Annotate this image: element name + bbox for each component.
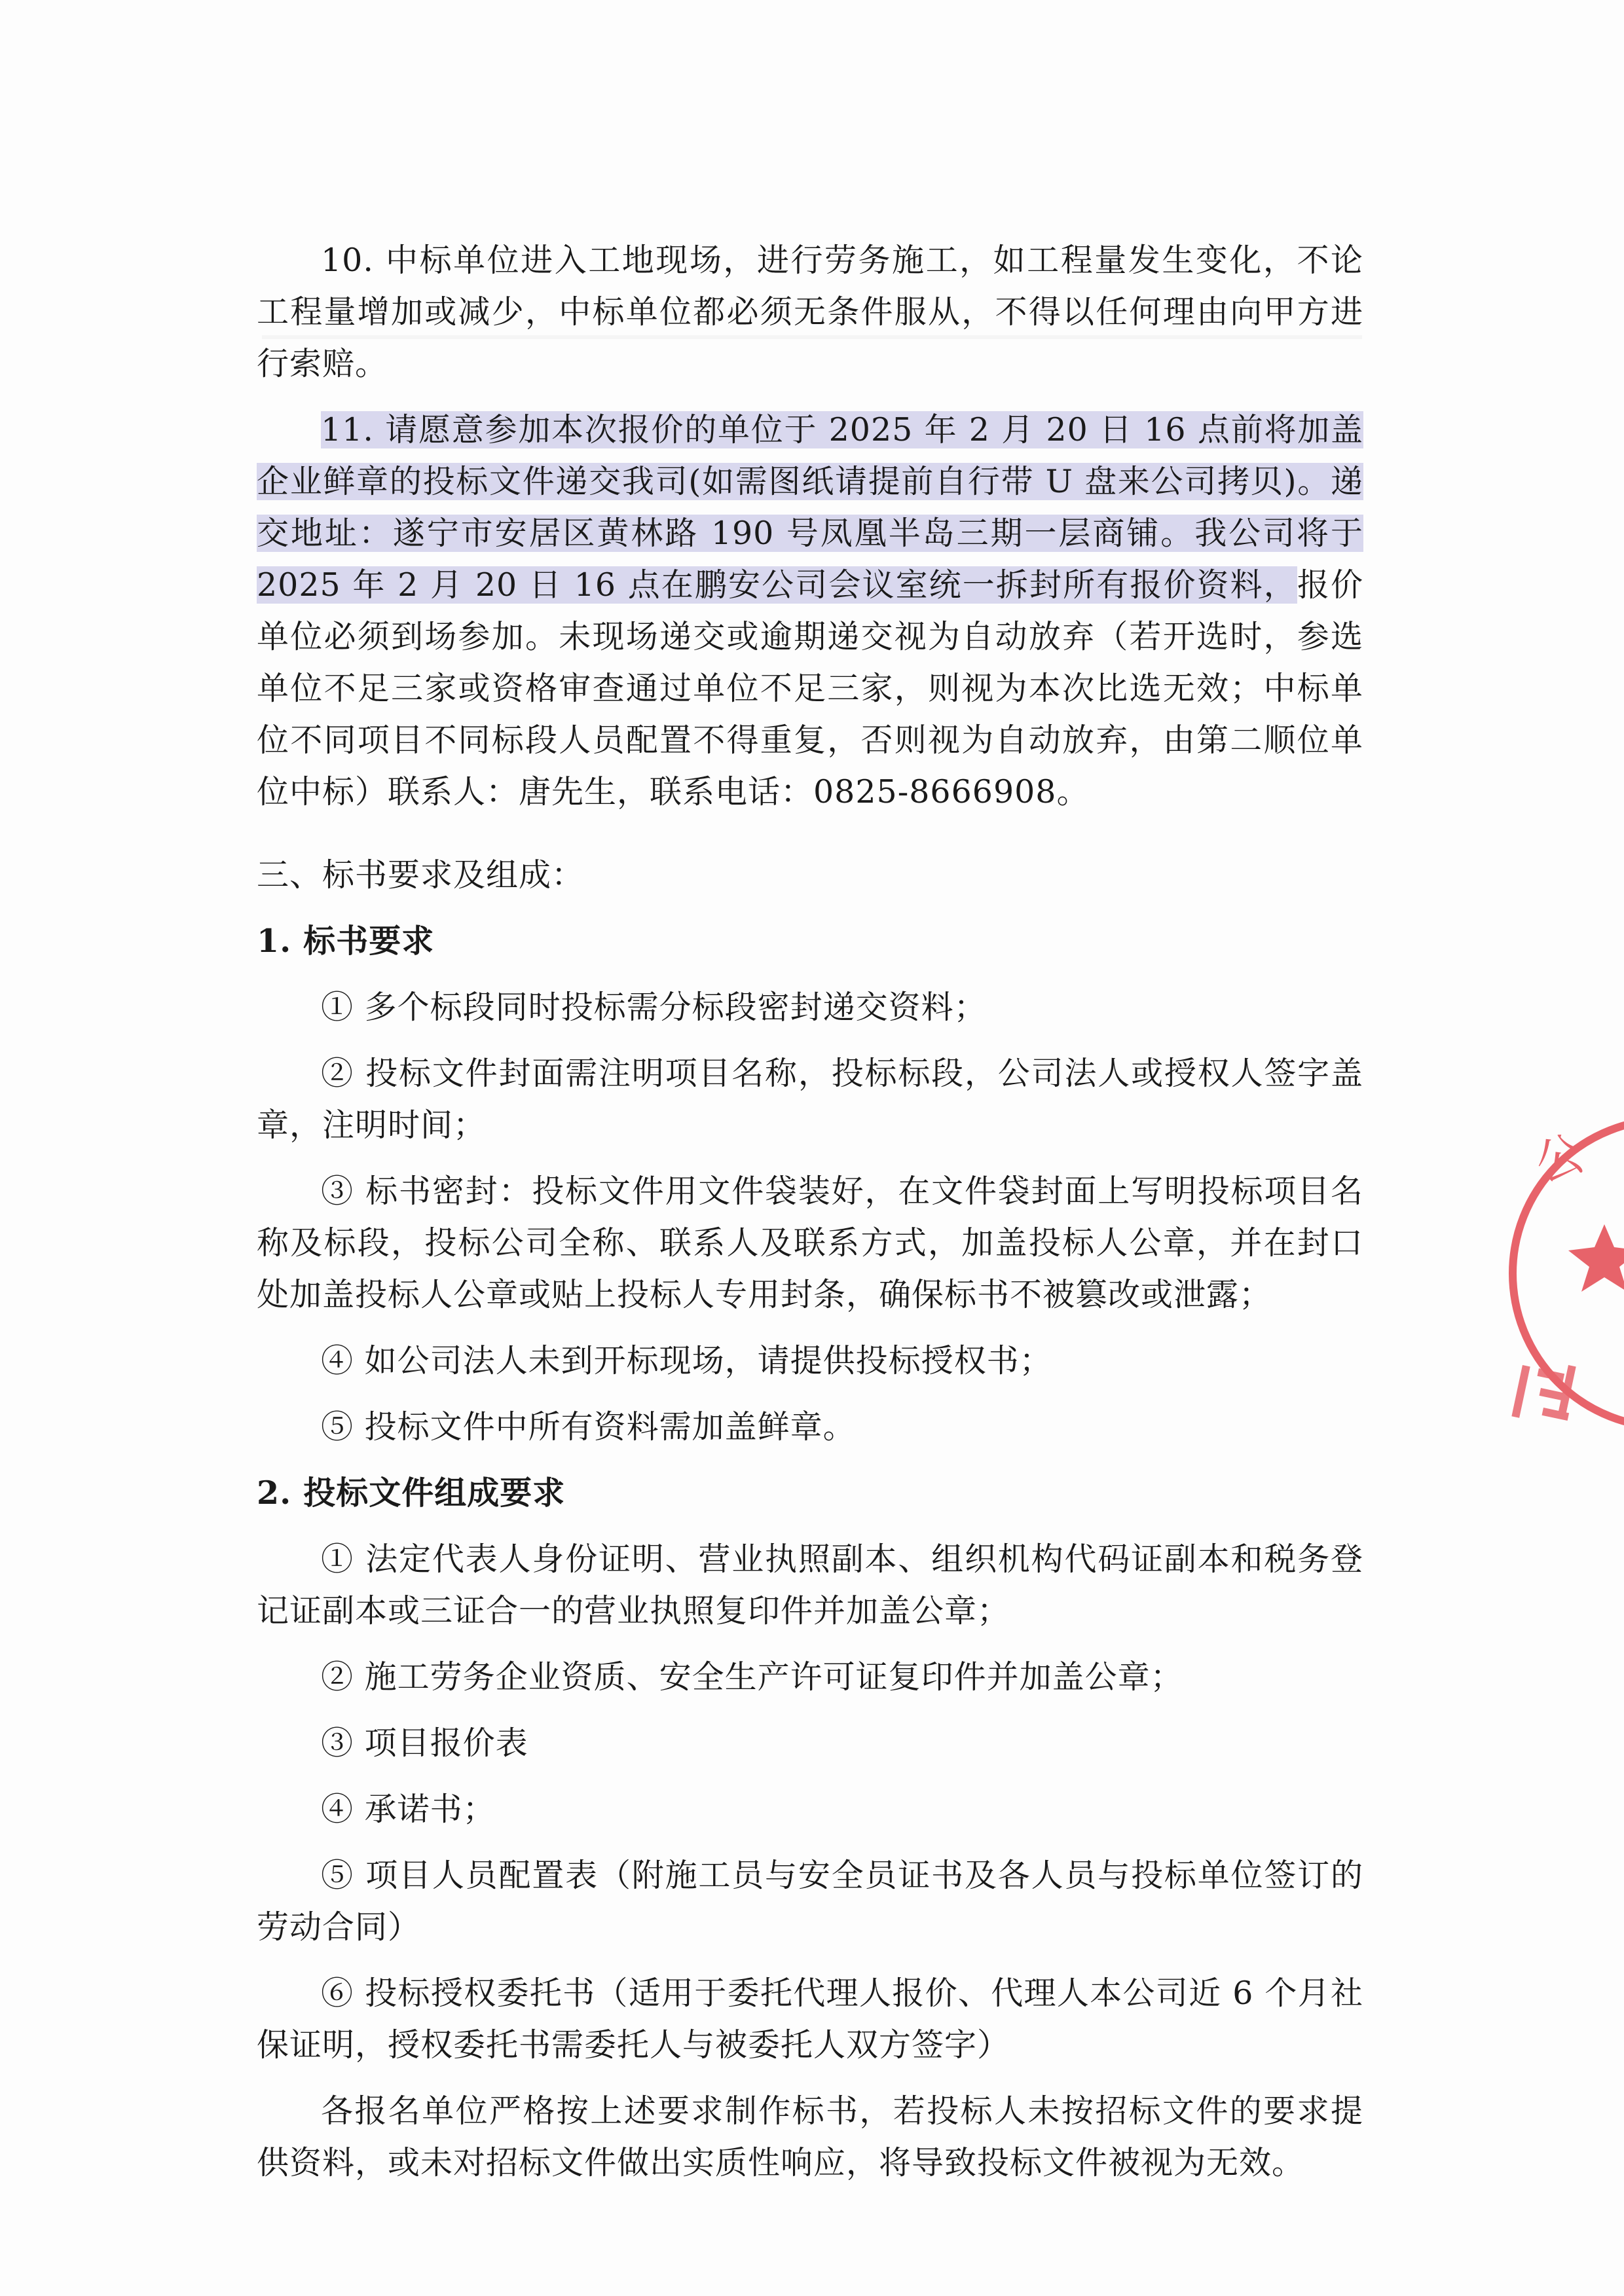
paragraph-10: 10. 中标单位进入工地现场，进行劳务施工，如工程量发生变化，不论工程量增加或减少，中标单位都必须无条件服从，不得以任何理由向甲方进行索赔。 [257, 242, 1363, 382]
list-item: ④ 承诺书； [321, 1791, 496, 1828]
seal-bottom-glyph-icon [1511, 1365, 1576, 1421]
list-item: ④ 如公司法人未到开标现场，请提供投标授权书； [321, 1342, 1052, 1379]
paragraph-11 [257, 404, 1363, 818]
list-item: ⑤ 项目人员配置表（附施工员与安全员证书及各人员与投标单位签订的劳动合同） [257, 1857, 1363, 1946]
list-item: ② 施工劳务企业资质、安全生产许可证复印件并加盖公章； [321, 1658, 1183, 1696]
document-body [257, 234, 1363, 2189]
list-item: ⑥ 投标授权委托书（适用于委托代理人报价、代理人本公司近 6 个月社保证明，授权委托书需委托人与被委托人双方签字） [257, 1975, 1363, 2064]
subsection-2-title: 2. 投标文件组成要求 [257, 1474, 566, 1512]
list-item: ⑤ 投标文件中所有资料需加盖鲜章。 [321, 1408, 856, 1446]
list-item: ③ 项目报价表 [321, 1724, 528, 1762]
list-item: ③ 标书密封：投标文件用文件袋装好，在文件袋封面上写明投标项目名称及标段，投标公司全称、联系人及联系方式，加盖投标人公章，并在封口处加盖投标人公章或贴上投标人专用封条，确保标书不被篡改或泄露； [257, 1173, 1363, 1313]
highlighted-text: 11. 请愿意参加本次报价的单位于 2025 年 2 月 20 日 16 点前将加盖企业鲜章的投标文件递交我司(如需图纸请提前自行带 U 盘来公司拷贝)。递交地址：遂宁市安居区黄林路 190 号凤凰半岛三期一层商铺。我公司将于 2025 年 2 月 20 日 16 点在鹏安公司会议室统一拆封所有报价资料， [257, 411, 1363, 604]
paragraph-11-rest: 报价单位必须到场参加。未现场递交或逾期递交视为自动放弃（若开选时，参选单位不足三家或资格审查通过单位不足三家，则视为本次比选无效；中标单位不同项目不同标段人员配置不得重复，否则视为自动放弃，由第二顺位单位中标）联系人：唐先生，联系电话：0825-8666908。 [257, 566, 1363, 811]
list-item: ① 多个标段同时投标需分标段密封递交资料； [321, 989, 987, 1026]
closing-paragraph: 各报名单位严格按上述要求制作标书，若投标人未按招标文件的要求提供资料，或未对招标文件做出实质性响应，将导致投标文件被视为无效。 [257, 2092, 1363, 2181]
subsection-1-title: 1. 标书要求 [257, 922, 435, 960]
seal-star-icon [1568, 1224, 1624, 1292]
list-item: ② 投标文件封面需注明项目名称，投标标段，公司法人或授权人签字盖章，注明时间； [257, 1055, 1363, 1144]
company-seal-stamp [1503, 1090, 1624, 1450]
seal-text: 公 [1528, 1124, 1592, 1194]
section-3-title: 三、标书要求及组成： [257, 856, 585, 894]
list-item: ① 法定代表人身份证明、营业执照副本、组织机构代码证副本和税务登记证副本或三证合一的营业执照复印件并加盖公章； [257, 1540, 1363, 1630]
